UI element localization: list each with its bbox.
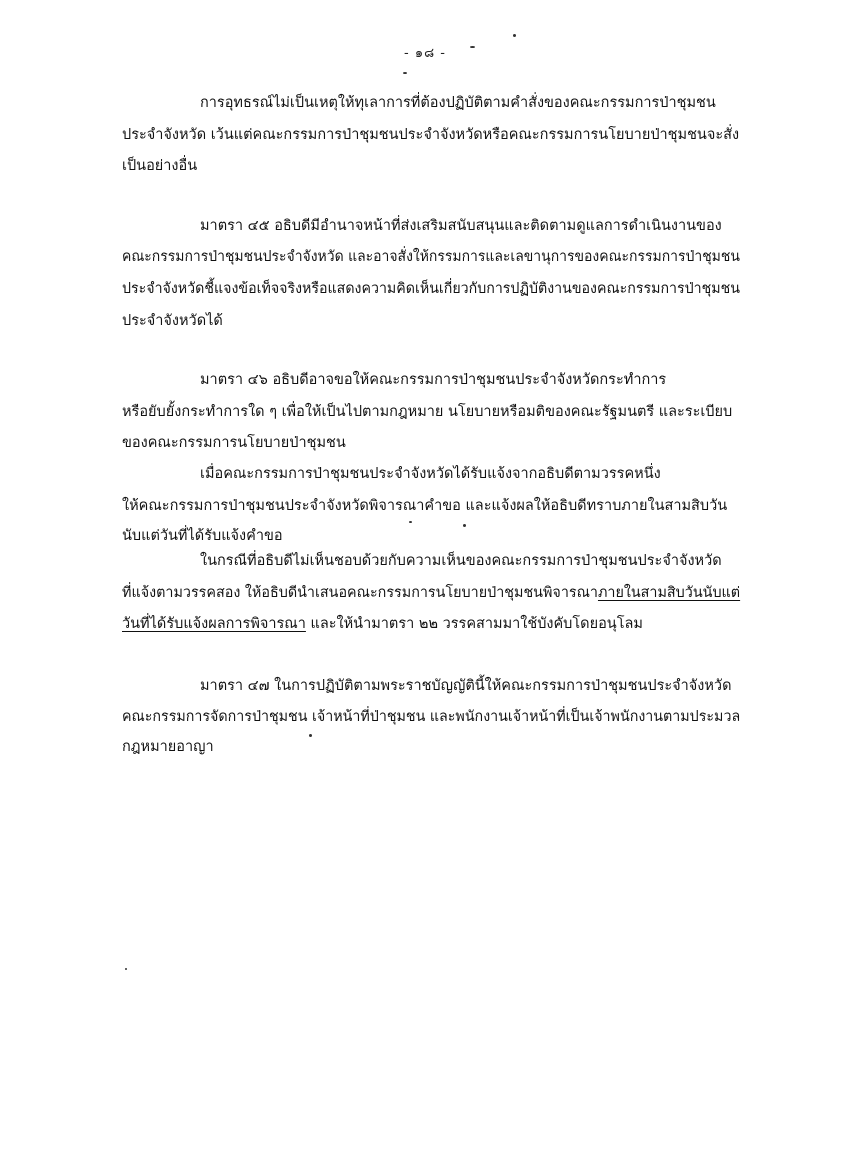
section-46-para-2-line-2: ให้คณะกรรมการป่าชุมชนประจำจังหวัดพิจารณาคำขอ และแจ้งผลให้อธิบดีทราบภายในสามสิบวัน — [122, 498, 728, 514]
section-45-line-4: ประจำจังหวัดได้ — [122, 313, 223, 329]
scan-speck — [403, 72, 407, 74]
section-46-line-3: ของคณะกรรมการนโยบายป่าชุมชน — [122, 435, 346, 451]
section-46-para-2-line-1: เมื่อคณะกรรมการป่าชุมชนประจำจังหวัดได้รับแจ้งจากอธิบดีตามวรรคหนึ่ง — [200, 466, 661, 482]
underlined-result-text: วันที่ได้รับแจ้งผลการพิจารณา — [122, 616, 306, 632]
scan-speck — [513, 34, 516, 37]
section-45-line-1: มาตรา ๔๕ อธิบดีมีอำนาจหน้าที่ส่งเสริมสนับสนุนและติดตามดูแลการดำเนินงานของ — [200, 218, 722, 234]
section-45-line-3: ประจำจังหวัดชี้แจงข้อเท็จจริงหรือแสดงความคิดเห็นเกี่ยวกับการปฏิบัติงานของคณะกรรมการป่าชุมชน — [122, 281, 740, 297]
paragraph-1-line-3: เป็นอย่างอื่น — [122, 158, 198, 174]
scan-speck — [409, 521, 412, 523]
section-46-para-3-line-2-text: ที่แจ้งตามวรรคสอง ให้อธิบดีนำเสนอคณะกรรมการนโยบายป่าชุมชนพิจารณา — [122, 585, 598, 601]
section-46-line-1: มาตรา ๔๖ อธิบดีอาจขอให้คณะกรรมการป่าชุมชนประจำจังหวัดกระทำการ — [200, 372, 667, 388]
section-47-line-1: มาตรา ๔๗ ในการปฏิบัติตามพระราชบัญญัตินี้ให้คณะกรรมการป่าชุมชนประจำจังหวัด — [200, 678, 732, 694]
section-46-para-3-line-3-text: และให้นำมาตรา ๒๒ วรรคสามมาใช้บังคับโดยอนุโลม — [305, 616, 643, 632]
section-46-para-3-line-1: ในกรณีที่อธิบดีไม่เห็นชอบด้วยกับความเห็นของคณะกรรมการป่าชุมชนประจำจังหวัด — [200, 553, 722, 569]
underlined-deadline-text: ภายในสามสิบวันนับแต่ — [597, 585, 741, 601]
paragraph-1-line-2: ประจำจังหวัด เว้นแต่คณะกรรมการป่าชุมชนประจำจังหวัดหรือคณะกรรมการนโยบายป่าชุมชนจะสั่ง — [122, 127, 740, 143]
page-number: - ๑๘ - — [404, 46, 446, 61]
section-46-para-2-line-3: นับแต่วันที่ได้รับแจ้งคำขอ — [122, 528, 283, 544]
scan-speck — [463, 524, 466, 527]
section-45-line-2: คณะกรรมการป่าชุมชนประจำจังหวัด และอาจสั่งให้กรรมการและเลขานุการของคณะกรรมการป่าชุมชน — [122, 249, 740, 265]
section-46-para-3-line-2 — [122, 584, 740, 602]
section-46-line-2: หรือยับยั้งกระทำการใด ๆ เพื่อให้เป็นไปตามกฎหมาย นโยบายหรือมติของคณะรัฐมนตรี และระเบียบ — [122, 404, 733, 420]
paragraph-1-line-1: การอุทธรณ์ไม่เป็นเหตุให้ทุเลาการที่ต้องปฏิบัติตามคำสั่งของคณะกรรมการป่าชุมชน — [200, 95, 716, 111]
scan-speck — [470, 46, 475, 48]
section-46-para-3-line-3 — [122, 615, 643, 633]
section-47-line-2: คณะกรรมการจัดการป่าชุมชน เจ้าหน้าที่ป่าชุมชน และพนักงานเจ้าหน้าที่เป็นเจ้าพนักงานตามประมวล — [122, 709, 741, 725]
scan-speck — [309, 734, 312, 737]
scan-speck — [125, 968, 127, 970]
section-47-line-3: กฎหมายอาญา — [122, 739, 214, 755]
